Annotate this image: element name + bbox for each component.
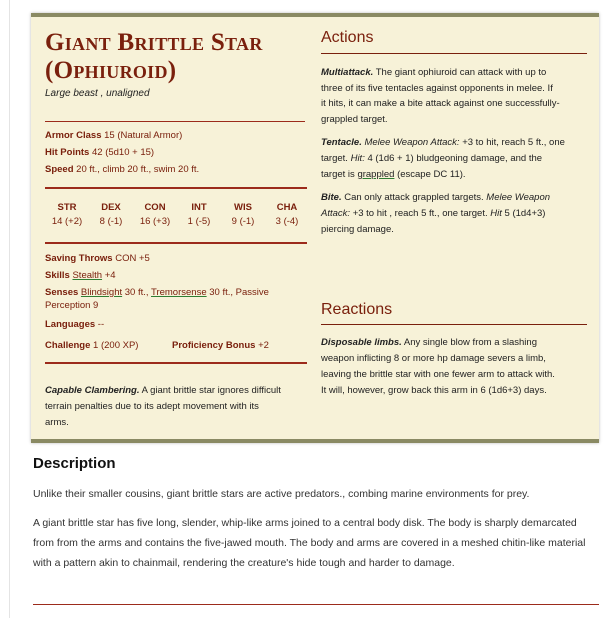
creature-name [45, 29, 307, 85]
actions-heading: Actions [321, 29, 374, 46]
ability-wis: WIS 9 (-1) [231, 202, 255, 227]
grappled-link[interactable]: grappled [357, 169, 395, 180]
armor-class: Armor Class 15 (Natural Armor) [45, 130, 183, 141]
skills: Skills Stealth +4 [45, 270, 116, 281]
description-paragraph-1: Unlike their smaller cousins, giant brittle stars are active predators., combing marine environments for prey. [33, 488, 530, 500]
ability-str: STR 14 (+2) [51, 202, 83, 227]
bottom-divider [33, 604, 599, 605]
skill-stealth-link[interactable]: Stealth [72, 270, 103, 281]
stat-block [31, 13, 599, 443]
creature-type: Large beast , unaligned [45, 88, 150, 99]
hit-points: Hit Points 42 (5d10 + 15) [45, 147, 155, 158]
challenge: Challenge 1 (200 XP) [45, 340, 139, 351]
reactions-rule [321, 324, 587, 325]
divider [45, 187, 307, 189]
reaction-disposable-limbs: Disposable limbs. Any single blow from a slashing weapon inflicting 8 or more hp damage severs a limb, leaving the brittle star with one fewer arm to attack with. It will, however, grow back this arm in 6 (1d6+3) days. [321, 337, 555, 396]
actions-rule [321, 53, 587, 54]
stat-block-left-column [45, 17, 307, 428]
action-tentacle: Tentacle. Melee Weapon Attack: +3 to hit, reach 5 ft., one target. Hit: 4 (1d6 + 1) bludgeoning damage, and the target is grappled (escape DC 11). [321, 137, 565, 180]
ability-dex: DEX 8 (-1) [99, 202, 123, 227]
tremorsense-link[interactable]: Tremorsense [151, 287, 207, 298]
ability-cha: CHA 3 (-4) [275, 202, 299, 227]
action-bite: Bite. Can only attack grappled targets. Melee Weapon Attack: +3 to hit , reach 5 ft., one target. Hit 5 (1d4+3) piercing damage. [321, 192, 551, 235]
creature-name-line2: (Ophiuroid) [45, 57, 177, 84]
divider [45, 121, 305, 122]
description-heading: Description [33, 455, 116, 472]
senses-continued: Perception 9 [45, 300, 99, 311]
trait-capable-clambering: Capable Clambering. A giant brittle star ignores difficult terrain penalties due to its adept movement with its arms. [45, 385, 281, 428]
saving-throws: Saving Throws CON +5 [45, 253, 150, 264]
speed: Speed 20 ft., climb 20 ft., swim 20 ft. [45, 164, 200, 175]
divider [45, 362, 307, 364]
senses: Senses Blindsight 30 ft., Tremorsense 30 ft., Passive [45, 287, 269, 298]
divider [45, 242, 307, 244]
blindsight-link[interactable]: Blindsight [80, 287, 123, 298]
description-paragraph-2: A giant brittle star has five long, slender, whip-like arms joined to a central body disk. The body is sharply demarcated from from the arms and contains the five-jawed mouth. The body and arms are covered in a meshed chitin-like material with a pattern akin to chainmail, rendering the creature's hide tough and harder to damage. [33, 517, 586, 569]
action-multiattack: Multiattack. The giant ophiuroid can attack with up to three of its five tentacles against opponents in melee. If it hits, it can make a bite attack against one successfully- grappled target. [321, 67, 560, 125]
languages: Languages -- [45, 319, 105, 330]
reactions-heading: Reactions [321, 301, 393, 318]
ability-con: CON 16 (+3) [139, 202, 171, 227]
creature-name-line1: Giant Brittle Star [45, 29, 263, 56]
proficiency-bonus: Proficiency Bonus +2 [172, 340, 269, 351]
ability-int: INT 1 (-5) [187, 202, 211, 227]
page-left-border [9, 0, 10, 618]
